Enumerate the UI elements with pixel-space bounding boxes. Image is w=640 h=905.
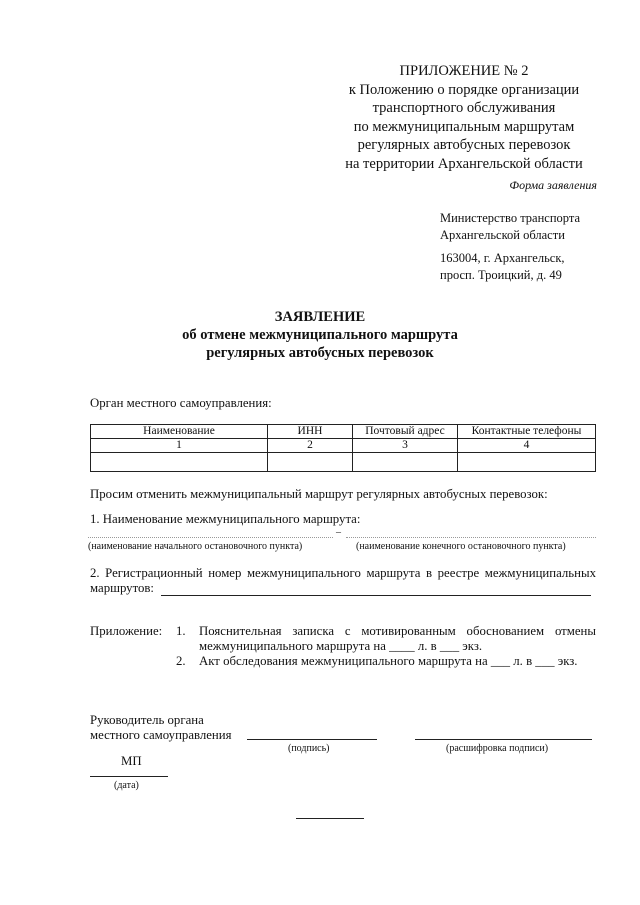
attachment-text: межмуниципального маршрута на ____ л. в ___ экз. <box>199 639 483 653</box>
document-subtitle-2: регулярных автобусных перевозок <box>206 345 434 361</box>
column-header: Наименование <box>91 425 268 439</box>
footer-line <box>296 818 364 819</box>
start-stop-field[interactable] <box>88 537 333 538</box>
table-row <box>91 453 596 472</box>
table-number-row <box>91 439 596 453</box>
attachment-number: 1. <box>176 624 186 638</box>
appendix-line: по межмуниципальным маршрутам <box>353 118 575 135</box>
table-header-row <box>91 425 596 439</box>
column-number: 1 <box>91 439 268 453</box>
column-number: 4 <box>458 439 596 453</box>
document-subtitle: об отмене межмуниципального маршрута <box>182 327 458 343</box>
appendix-title: ПРИЛОЖЕНИЕ № 2 <box>399 63 529 79</box>
appendix-line: транспортного обслуживания <box>372 100 556 117</box>
table-cell[interactable] <box>91 453 268 472</box>
org-label: Орган местного самоуправления: <box>90 396 272 410</box>
attachment-text: Пояснительная записка с мотивированным обоснованием отмены <box>199 624 596 638</box>
date-field[interactable] <box>90 776 168 777</box>
end-stop-field[interactable] <box>346 537 596 538</box>
column-header: Почтовый адрес <box>353 425 458 439</box>
end-stop-caption: (наименование конечного остановочного пункта) <box>356 541 566 552</box>
table-cell[interactable] <box>458 453 596 472</box>
appendix-header <box>330 62 598 174</box>
column-number: 3 <box>353 439 458 453</box>
start-stop-caption: (наименование начального остановочного пункта) <box>88 541 303 552</box>
route-dash: – <box>336 527 341 538</box>
document-title: ЗАЯВЛЕНИЕ <box>274 309 366 325</box>
signature-decoding-field[interactable] <box>415 739 592 740</box>
registry-number-field[interactable] <box>161 595 591 596</box>
request-text: Просим отменить межмуниципальный маршрут регулярных автобусных перевозок: <box>90 487 548 501</box>
attachments-label: Приложение: <box>90 624 163 638</box>
registry-number-line2: маршрутов: <box>90 581 154 595</box>
route-name-label: 1. Наименование межмуниципального маршрута: <box>90 512 361 526</box>
head-title-line2: местного самоуправления <box>90 728 232 742</box>
column-number: 2 <box>268 439 353 453</box>
signature-decoding-caption: (расшифровка подписи) <box>446 743 549 754</box>
addressee-line: Архангельской области <box>440 227 565 242</box>
signature-caption: (подпись) <box>288 743 330 754</box>
appendix-line: на территории Архангельской области <box>345 155 583 172</box>
addressee <box>440 210 580 243</box>
column-header: ИНН <box>268 425 353 439</box>
appendix-line: регулярных автобусных перевозок <box>357 137 571 154</box>
column-header: Контактные телефоны <box>458 425 596 439</box>
table-cell[interactable] <box>268 453 353 472</box>
addressee-address <box>440 250 565 283</box>
attachment-number: 2. <box>176 654 186 668</box>
org-table <box>90 424 596 472</box>
appendix-line: к Положению о порядке организации <box>348 81 580 98</box>
attachment-text: Акт обследования межмуниципального маршрута на ___ л. в ___ экз. <box>199 654 578 668</box>
date-caption: (дата) <box>114 780 139 791</box>
signature-field[interactable] <box>247 739 377 740</box>
stamp-label: МП <box>121 754 142 768</box>
address-line: 163004, г. Архангельск, <box>440 251 565 265</box>
head-title-line1: Руководитель органа <box>90 713 204 727</box>
addressee-line: Министерство транспорта <box>440 211 581 225</box>
table-cell[interactable] <box>353 453 458 472</box>
address-line: просп. Троицкий, д. 49 <box>440 267 562 282</box>
form-note: Форма заявления <box>509 178 597 192</box>
registry-number-line1: 2. Регистрационный номер межмуниципального маршрута в реестре межмуниципальных <box>90 566 596 580</box>
